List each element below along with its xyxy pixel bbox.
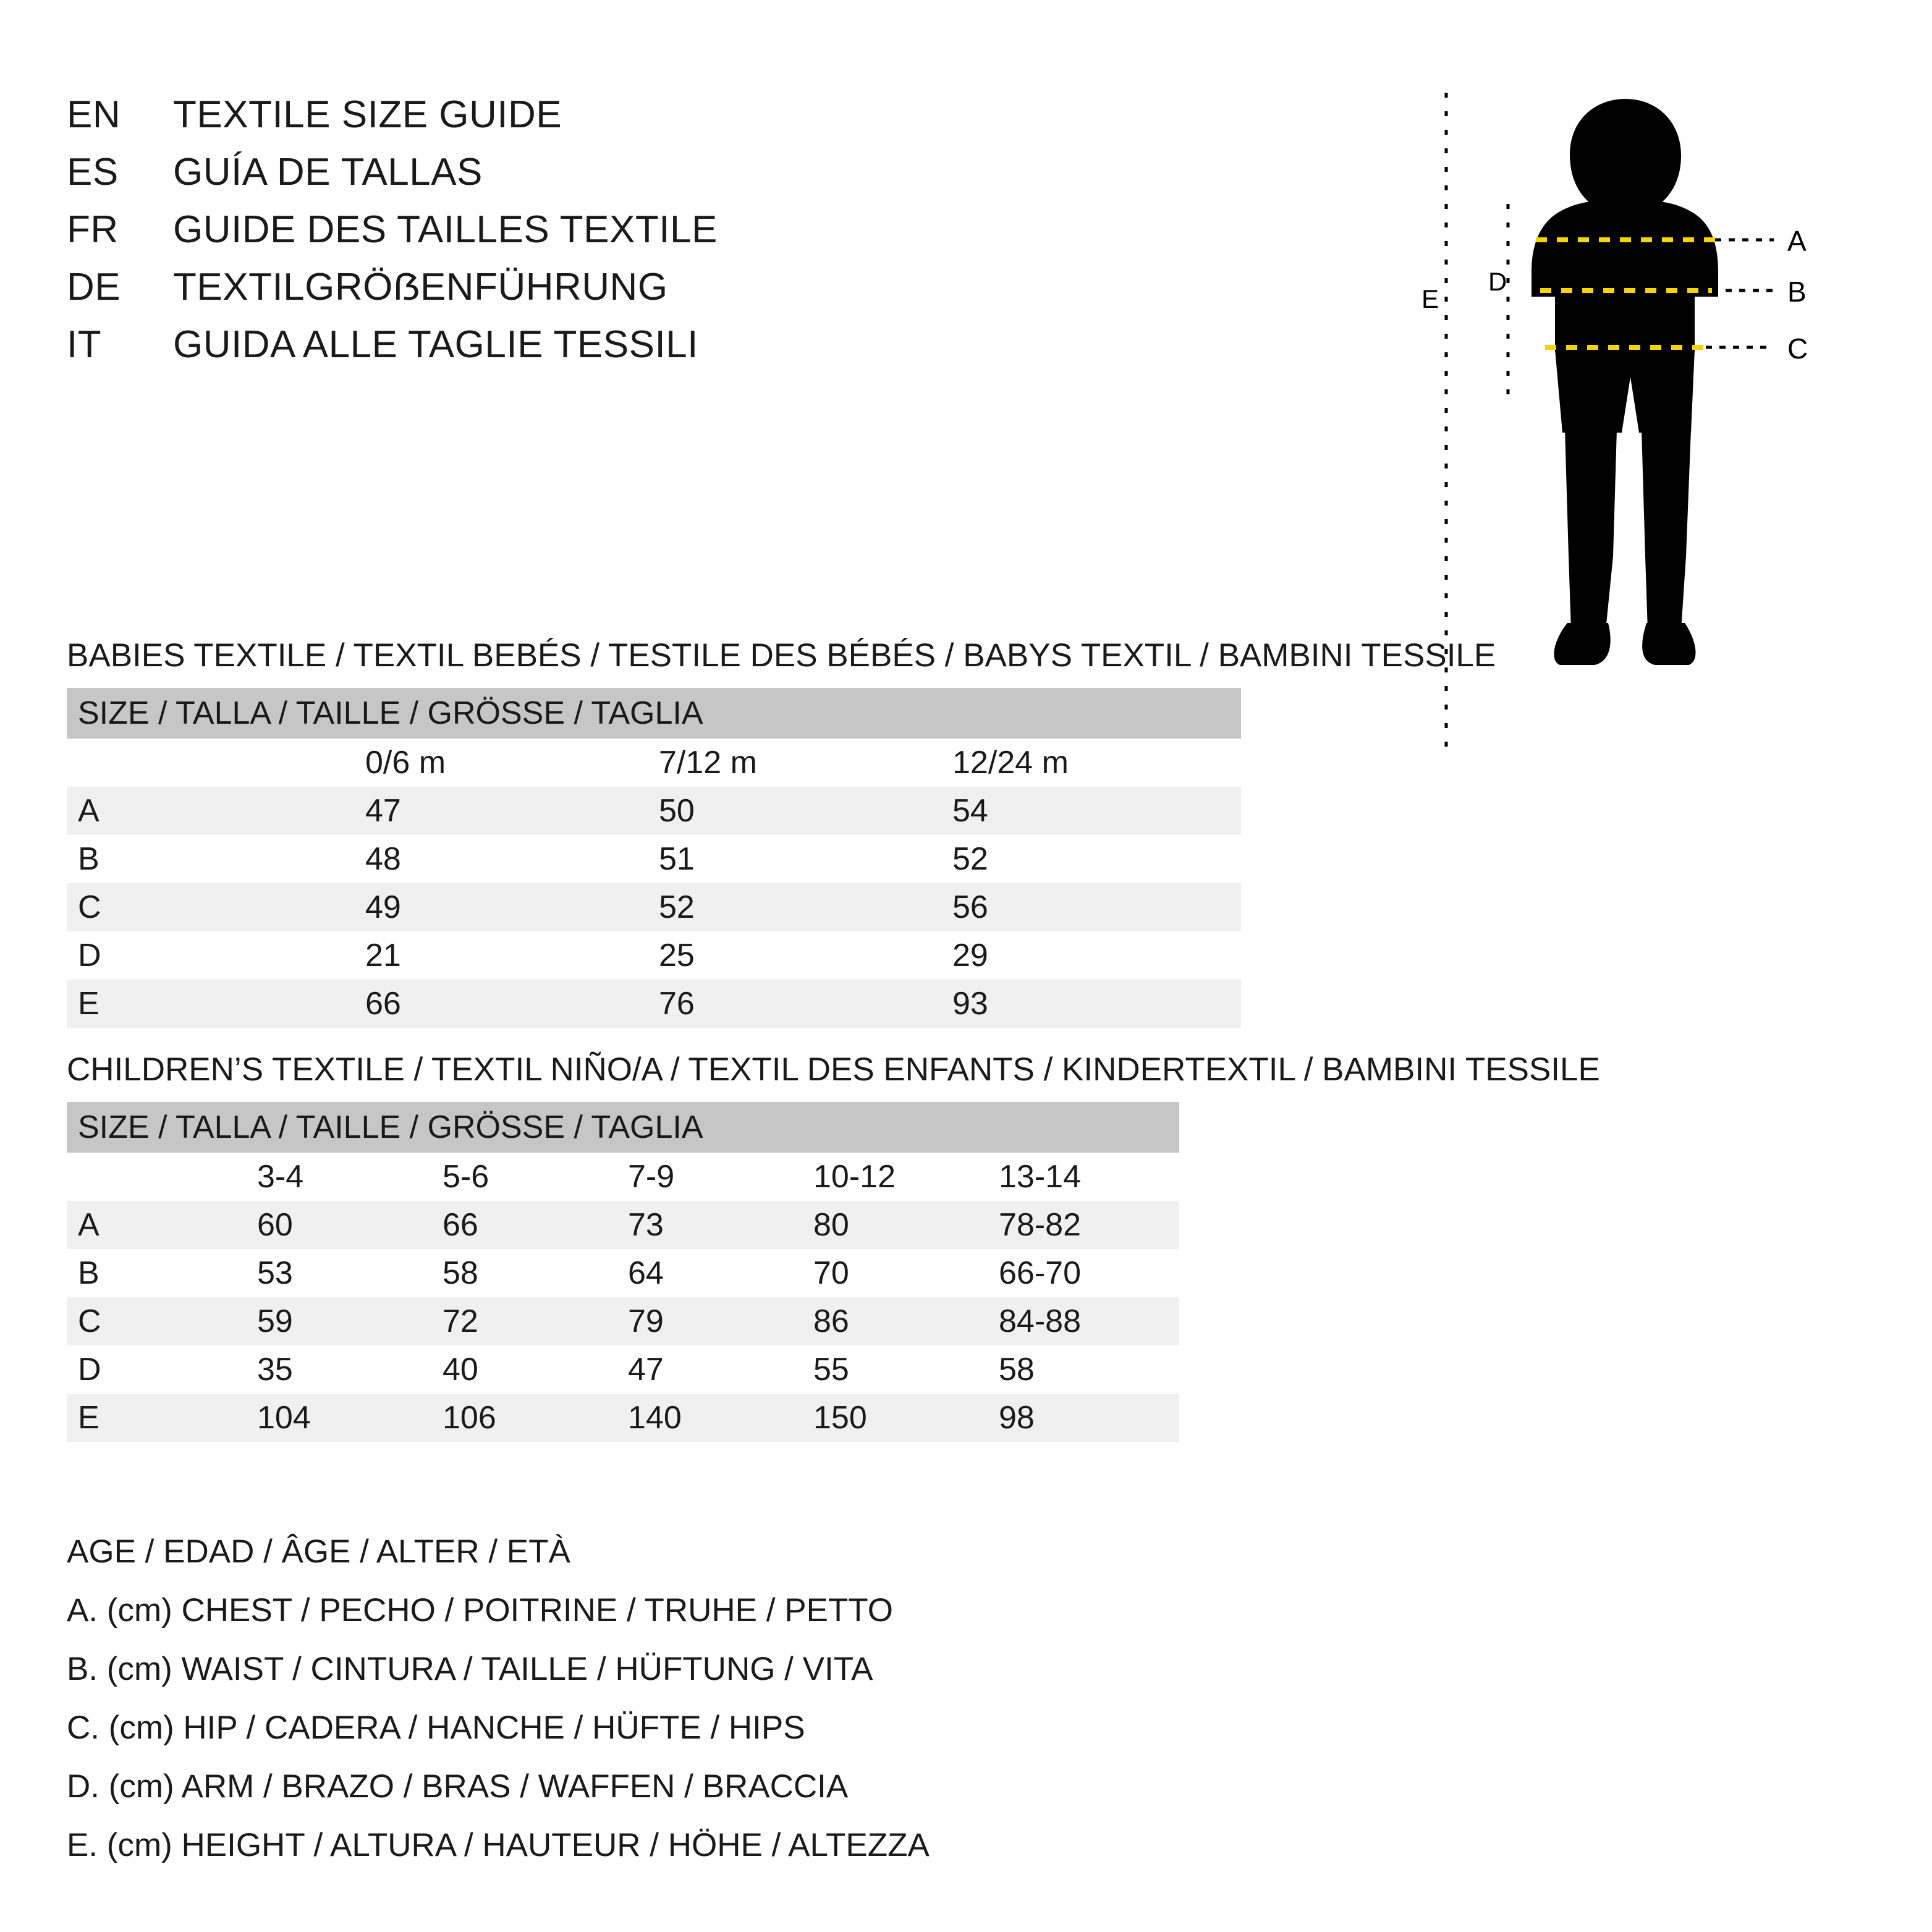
marker-label-d: D xyxy=(1488,267,1507,296)
row-value: 25 xyxy=(654,931,947,980)
children-column-header: 7-9 xyxy=(623,1153,808,1201)
row-value: 150 xyxy=(808,1394,994,1442)
language-titles xyxy=(67,93,718,380)
row-value: 59 xyxy=(252,1297,438,1345)
row-label: C xyxy=(67,1297,252,1345)
babies-header-bar-label: SIZE / TALLA / TAILLE / GRÖSSE / TAGLIA xyxy=(67,688,1241,739)
children-header-bar xyxy=(67,1102,1179,1153)
row-value: 72 xyxy=(438,1297,623,1345)
table-row xyxy=(67,1345,1179,1394)
language-row xyxy=(67,208,718,252)
row-value: 58 xyxy=(994,1345,1179,1394)
legend-item: A. (cm) CHEST / PECHO / POITRINE / TRUHE / PETTO xyxy=(67,1592,893,1629)
language-row xyxy=(67,93,718,137)
spacer-cell xyxy=(67,1153,252,1201)
row-label: E xyxy=(67,1394,252,1442)
row-value: 66 xyxy=(438,1201,623,1249)
table-row xyxy=(67,835,1241,883)
row-label: B xyxy=(67,835,360,883)
row-value: 53 xyxy=(252,1249,438,1297)
babies-column-header: 12/24 m xyxy=(947,739,1241,787)
child-silhouette xyxy=(1532,99,1718,665)
children-section xyxy=(67,1051,1600,1442)
row-value: 86 xyxy=(808,1297,994,1345)
row-value: 50 xyxy=(654,787,947,835)
row-value: 49 xyxy=(360,883,654,931)
children-header-bar-label: SIZE / TALLA / TAILLE / GRÖSSE / TAGLIA xyxy=(67,1102,1179,1153)
row-label: D xyxy=(67,1345,252,1394)
language-title: GUIDA ALLE TAGLIE TESSILI xyxy=(173,323,698,366)
row-value: 52 xyxy=(947,835,1241,883)
language-title: GUÍA DE TALLAS xyxy=(173,151,483,193)
marker-label-b: B xyxy=(1787,276,1807,308)
babies-table xyxy=(67,688,1241,1028)
babies-column-header: 7/12 m xyxy=(654,739,947,787)
row-label: C xyxy=(67,883,360,931)
legend-item: AGE / EDAD / ÂGE / ALTER / ETÀ xyxy=(67,1533,570,1570)
row-value: 66 xyxy=(360,980,654,1028)
row-value: 70 xyxy=(808,1249,994,1297)
children-column-header: 10-12 xyxy=(808,1153,994,1201)
children-column-header-row xyxy=(67,1153,1179,1201)
row-label: A xyxy=(67,1201,252,1249)
babies-section-title: BABIES TEXTILE / TEXTIL BEBÉS / TESTILE DES BÉBÉS / BABYS TEXTIL / BAMBINI TESSILE xyxy=(67,637,1496,674)
marker-label-a: A xyxy=(1787,225,1807,257)
table-row xyxy=(67,980,1241,1028)
language-row xyxy=(67,150,718,194)
row-value: 80 xyxy=(808,1201,994,1249)
row-label: A xyxy=(67,787,360,835)
children-section-title: CHILDREN’S TEXTILE / TEXTIL NIÑO/A / TEXTIL DES ENFANTS / KINDERTEXTIL / BAMBINI TESSILE xyxy=(67,1051,1600,1088)
language-code: ES xyxy=(67,151,119,193)
table-row xyxy=(67,787,1241,835)
legend-item: E. (cm) HEIGHT / ALTURA / HAUTEUR / HÖHE / ALTEZZA xyxy=(67,1827,930,1863)
language-row xyxy=(67,323,718,366)
row-value: 47 xyxy=(360,787,654,835)
measurement-figure xyxy=(1409,87,1891,785)
children-column-header: 5-6 xyxy=(438,1153,623,1201)
row-value: 104 xyxy=(252,1394,438,1442)
row-value: 76 xyxy=(654,980,947,1028)
row-value: 60 xyxy=(252,1201,438,1249)
language-title: GUIDE DES TAILLES TEXTILE xyxy=(173,208,718,251)
language-code: IT xyxy=(67,323,102,366)
babies-header-bar xyxy=(67,688,1241,739)
row-value: 93 xyxy=(947,980,1241,1028)
row-value: 48 xyxy=(360,835,654,883)
table-row xyxy=(67,1249,1179,1297)
children-column-header: 13-14 xyxy=(994,1153,1179,1201)
table-row xyxy=(67,1394,1179,1442)
marker-label-c: C xyxy=(1787,333,1808,365)
row-value: 21 xyxy=(360,931,654,980)
table-row xyxy=(67,1297,1179,1345)
row-value: 47 xyxy=(623,1345,808,1394)
language-title: TEXTILE SIZE GUIDE xyxy=(173,93,562,136)
row-value: 52 xyxy=(654,883,947,931)
row-value: 66-70 xyxy=(994,1249,1179,1297)
children-table xyxy=(67,1102,1179,1442)
language-code: FR xyxy=(67,208,119,251)
marker-label-e: E xyxy=(1421,284,1439,313)
babies-column-header-row xyxy=(67,739,1241,787)
language-row xyxy=(67,265,718,309)
row-label: E xyxy=(67,980,360,1028)
row-value: 55 xyxy=(808,1345,994,1394)
table-row xyxy=(67,883,1241,931)
row-value: 78-82 xyxy=(994,1201,1179,1249)
row-value: 98 xyxy=(994,1394,1179,1442)
legend-item: C. (cm) HIP / CADERA / HANCHE / HÜFTE / HIPS xyxy=(67,1710,805,1746)
table-row xyxy=(67,931,1241,980)
row-value: 73 xyxy=(623,1201,808,1249)
row-value: 54 xyxy=(947,787,1241,835)
row-value: 106 xyxy=(438,1394,623,1442)
row-value: 35 xyxy=(252,1345,438,1394)
table-row xyxy=(67,1201,1179,1249)
language-code: DE xyxy=(67,266,121,308)
measurement-legend xyxy=(67,1533,930,1885)
row-value: 84-88 xyxy=(994,1297,1179,1345)
children-column-header: 3-4 xyxy=(252,1153,438,1201)
row-value: 79 xyxy=(623,1297,808,1345)
babies-column-header: 0/6 m xyxy=(360,739,654,787)
row-value: 40 xyxy=(438,1345,623,1394)
row-value: 29 xyxy=(947,931,1241,980)
row-value: 56 xyxy=(947,883,1241,931)
row-label: D xyxy=(67,931,360,980)
row-value: 140 xyxy=(623,1394,808,1442)
legend-item: D. (cm) ARM / BRAZO / BRAS / WAFFEN / BRACCIA xyxy=(67,1768,849,1805)
row-value: 64 xyxy=(623,1249,808,1297)
babies-section xyxy=(67,637,1496,1028)
row-value: 58 xyxy=(438,1249,623,1297)
spacer-cell xyxy=(67,739,360,787)
row-value: 51 xyxy=(654,835,947,883)
legend-item: B. (cm) WAIST / CINTURA / TAILLE / HÜFTUNG / VITA xyxy=(67,1651,873,1687)
language-title: TEXTILGRÖẞENFÜHRUNG xyxy=(173,266,668,308)
language-code: EN xyxy=(67,93,121,136)
row-label: B xyxy=(67,1249,252,1297)
